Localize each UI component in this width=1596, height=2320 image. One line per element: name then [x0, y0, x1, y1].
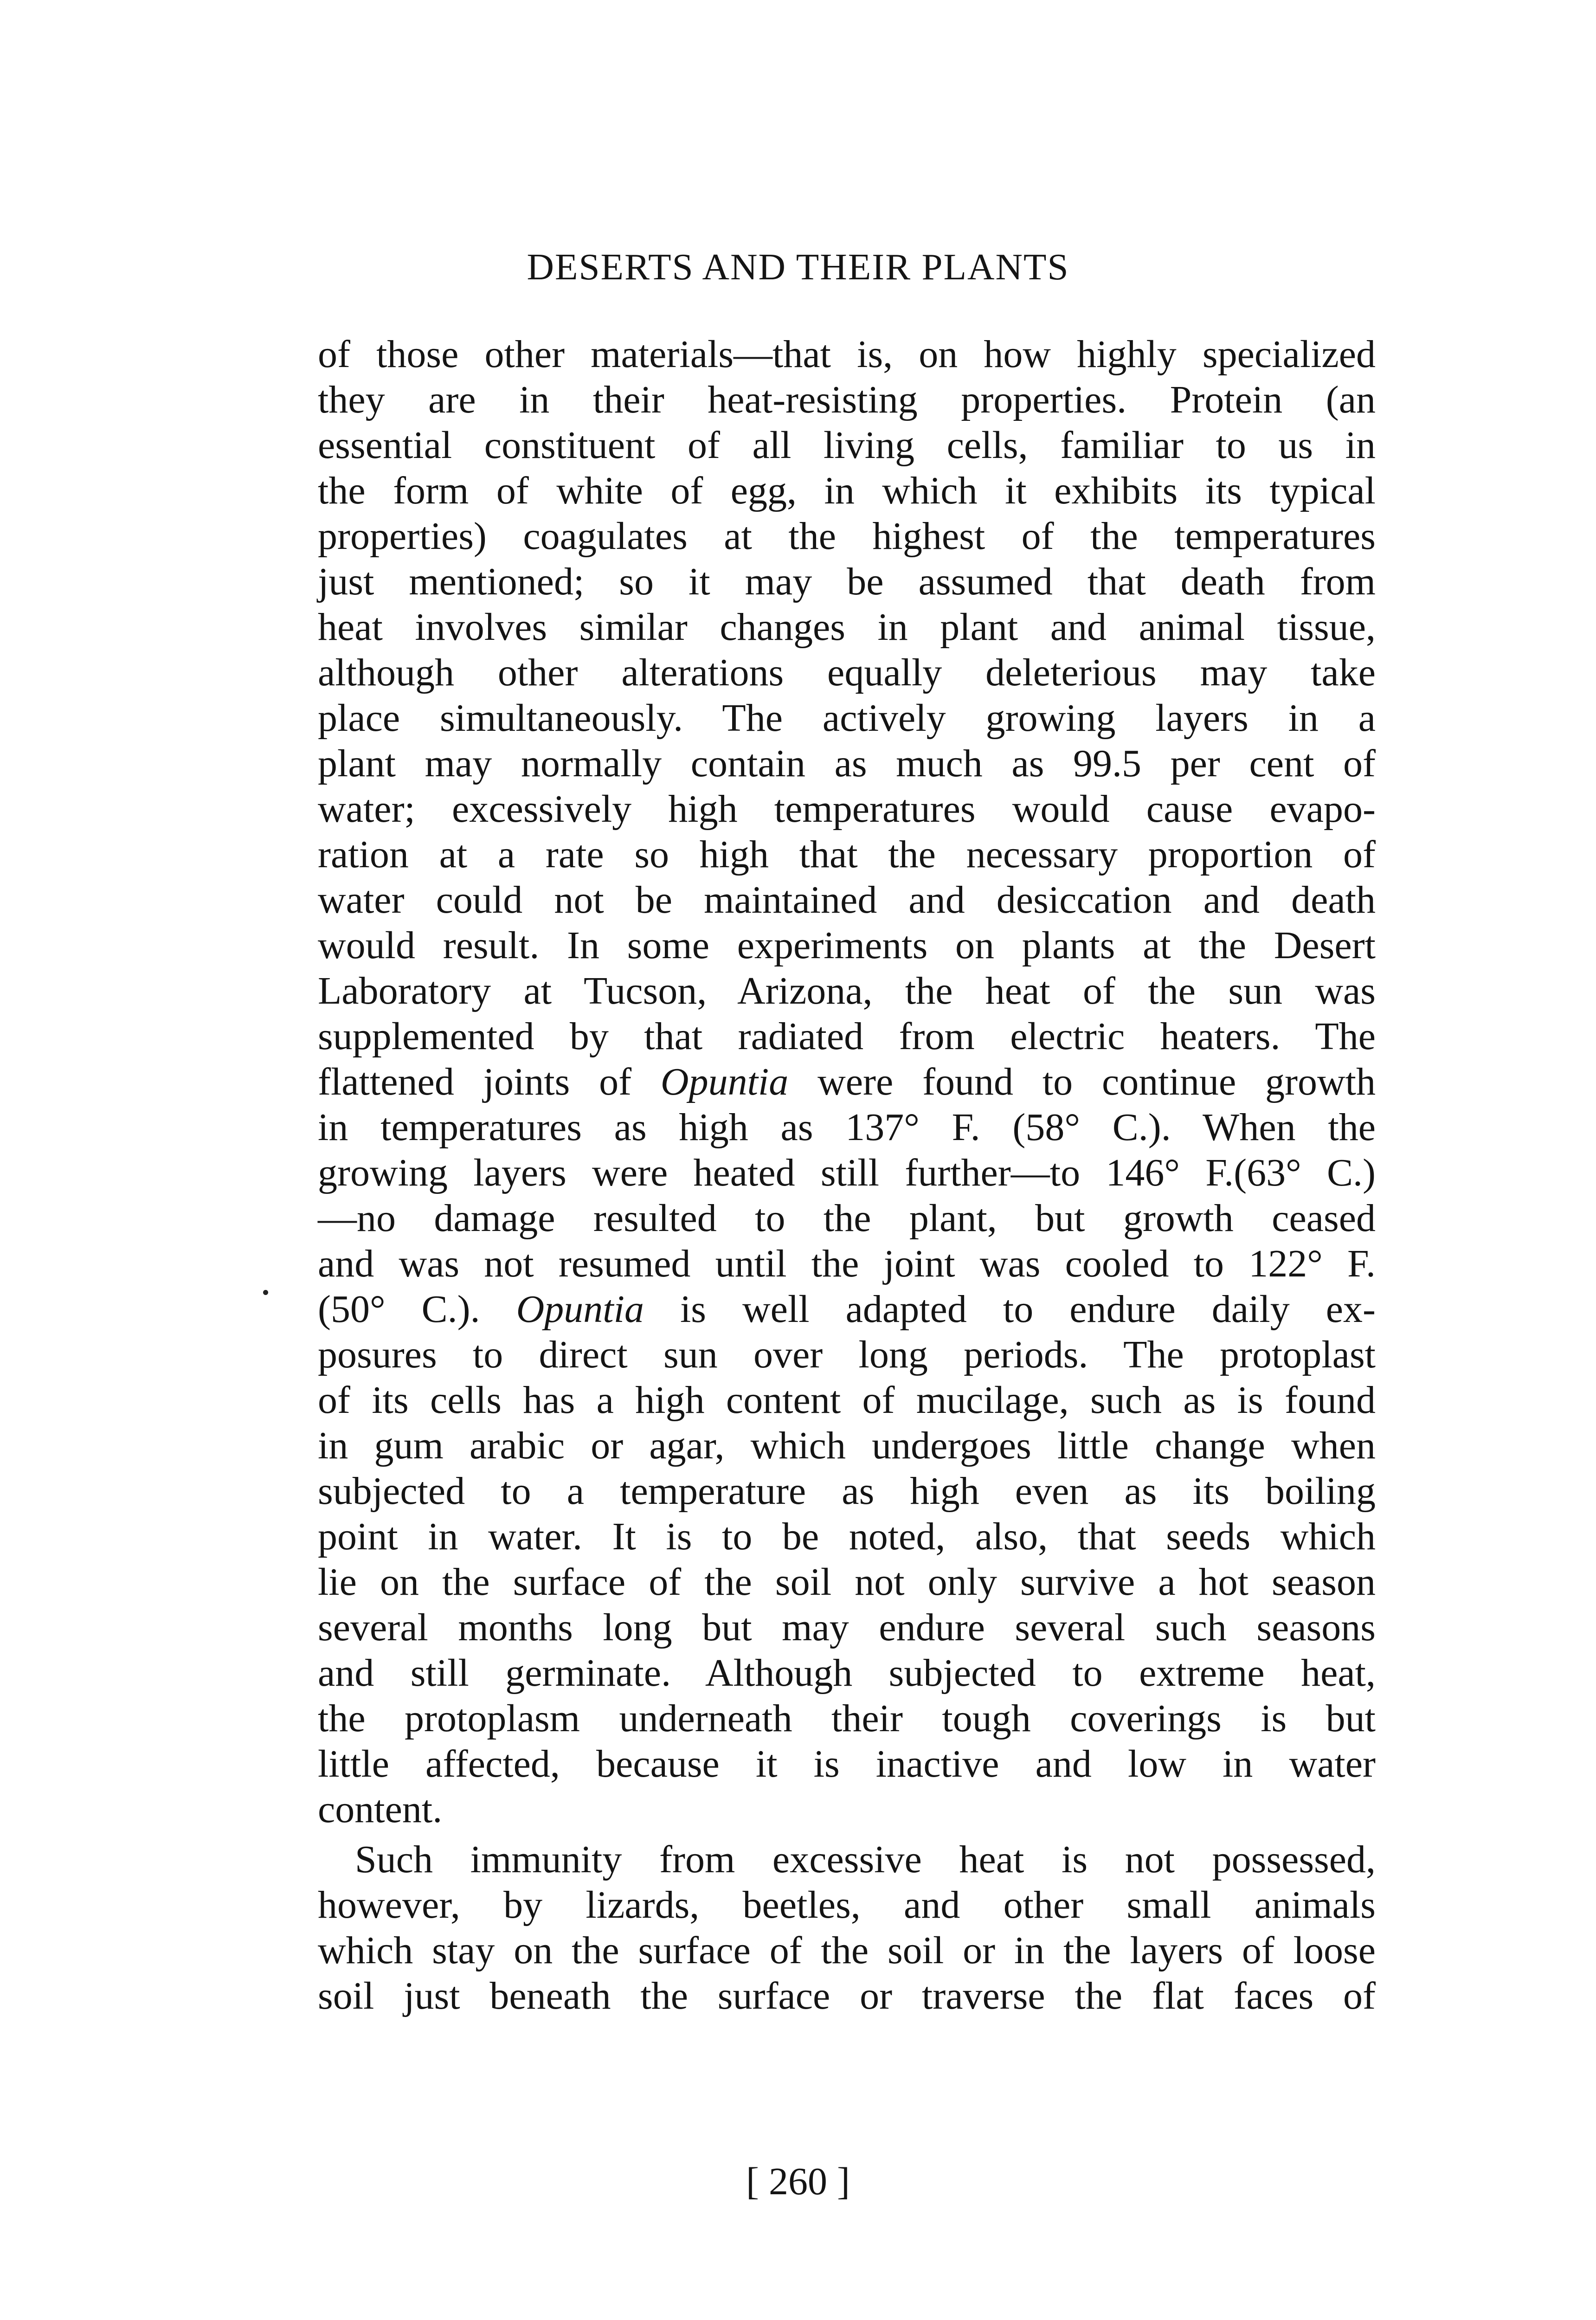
text-line: content.	[318, 1788, 443, 1831]
text-line: little affected, because it is inactive and low in water	[318, 1742, 1376, 1785]
running-head: DESERTS AND THEIR PLANTS	[527, 246, 1069, 288]
text-run: were found to continue growth	[788, 1060, 1376, 1103]
text-line: of those other materials—that is, on how highly specialized	[318, 333, 1376, 376]
text-run: flattened joints of	[318, 1060, 661, 1103]
text-line: several months long but may endure several such seasons	[318, 1606, 1376, 1649]
page-number: [ 260 ]	[746, 2160, 850, 2203]
text-line: of its cells has a high content of mucilage, such as is found	[318, 1379, 1376, 1422]
text-run: (50° C.).	[318, 1288, 516, 1331]
text-line: in gum arabic or agar, which undergoes little change when	[318, 1424, 1376, 1467]
text-line: water could not be maintained and desiccation and death	[318, 878, 1376, 922]
text-line: however, by lizards, beetles, and other small animals	[318, 1883, 1376, 1927]
text-line: in temperatures as high as 137° F. (58° C.). When the	[318, 1106, 1376, 1149]
paragraph-2	[318, 1837, 1376, 2019]
text-line: properties) coagulates at the highest of the temperatures	[318, 515, 1376, 558]
text-line: and still germinate. Although subjected to extreme heat,	[318, 1651, 1376, 1695]
genus-name-italic: Opuntia	[660, 1060, 789, 1103]
text-line: Laboratory at Tucson, Arizona, the heat of the sun was	[318, 969, 1376, 1012]
text-line: just mentioned; so it may be assumed that death from	[318, 560, 1376, 603]
text-line: growing layers were heated still further—to 146° F.(63° C.)	[318, 1151, 1376, 1194]
genus-name-italic: Opuntia	[516, 1288, 644, 1331]
text-line: water; excessively high temperatures would cause evapo-	[318, 787, 1376, 831]
text-line: lie on the surface of the soil not only survive a hot season	[318, 1560, 1376, 1604]
paragraph-spacer	[318, 1832, 1376, 1837]
text-line: subjected to a temperature as high even as its boiling	[318, 1469, 1376, 1513]
text-line: the form of white of egg, in which it exhibits its typical	[318, 469, 1376, 512]
text-line: and was not resumed until the joint was cooled to 122° F.	[318, 1242, 1376, 1285]
text-line: —no damage resulted to the plant, but growth ceased	[318, 1197, 1376, 1240]
text-line: ration at a rate so high that the necessary proportion of	[318, 833, 1376, 876]
text-line: soil just beneath the surface or traverse the flat faces of	[318, 1974, 1376, 2017]
text-line: heat involves similar changes in plant and animal tissue,	[318, 606, 1376, 649]
body-text	[318, 332, 1376, 2019]
text-run: is well adapted to endure daily ex-	[644, 1288, 1376, 1331]
text-line: posures to direct sun over long periods. The protoplast	[318, 1333, 1376, 1376]
text-line: Such immunity from excessive heat is not possessed,	[355, 1838, 1376, 1881]
text-line: point in water. It is to be noted, also, that seeds which	[318, 1515, 1376, 1558]
text-line: would result. In some experiments on plants at the Desert	[318, 924, 1376, 967]
text-line: essential constituent of all living cells, familiar to us in	[318, 424, 1376, 467]
text-line	[318, 1287, 1376, 1332]
text-line: supplemented by that radiated from electric heaters. The	[318, 1015, 1376, 1058]
text-line: the protoplasm underneath their tough coverings is but	[318, 1697, 1376, 1740]
text-line	[318, 1059, 1376, 1105]
text-line: although other alterations equally deleterious may take	[318, 651, 1376, 694]
ink-speck	[263, 1290, 268, 1295]
text-line: which stay on the surface of the soil or in the layers of loose	[318, 1929, 1376, 1972]
text-line: plant may normally contain as much as 99.5 per cent of	[318, 742, 1376, 785]
paragraph-1	[318, 332, 1376, 1832]
text-line: they are in their heat-resisting properties. Protein (an	[318, 378, 1376, 421]
text-line: place simultaneously. The actively growing layers in a	[318, 696, 1376, 740]
